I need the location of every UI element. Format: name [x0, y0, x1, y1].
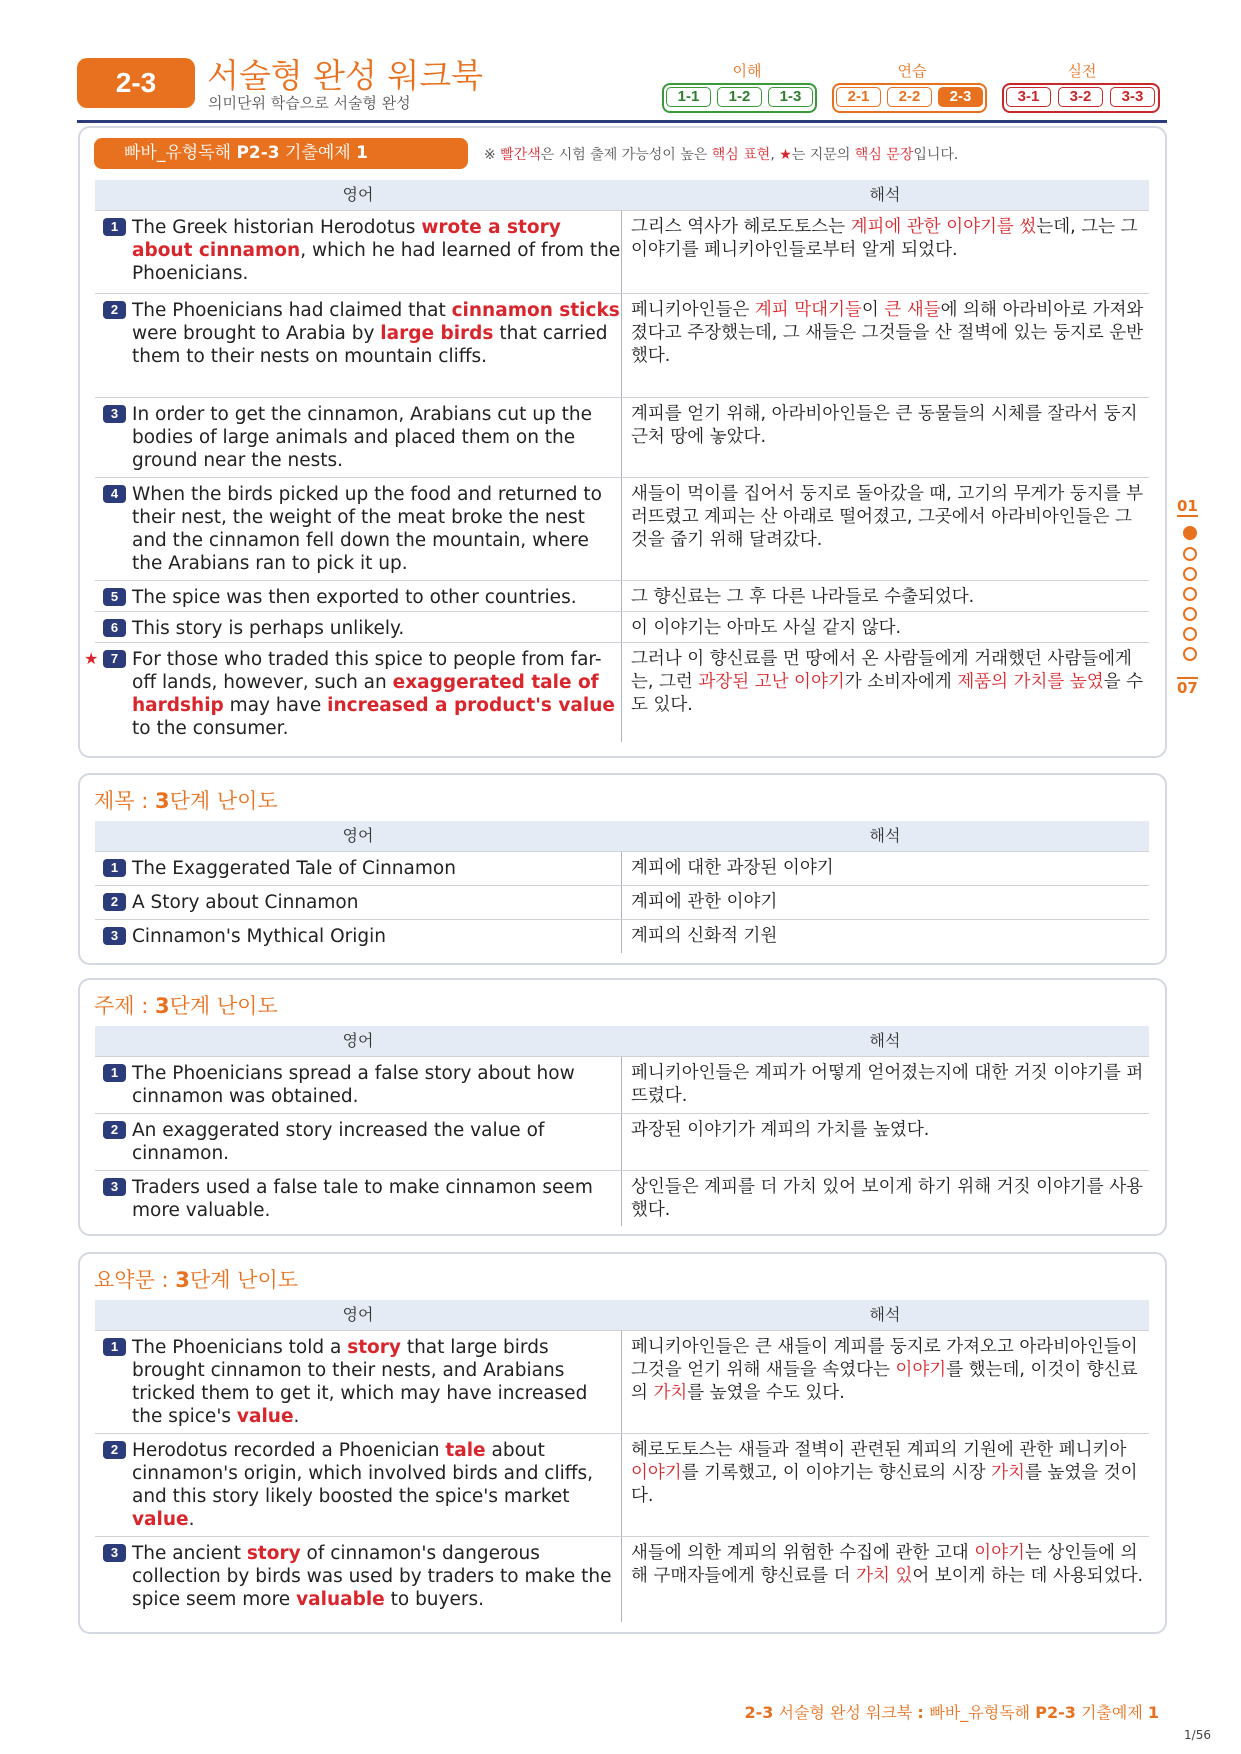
option-number: 1	[103, 1338, 126, 1356]
level-label-practice: 연습	[897, 62, 927, 80]
sentence-english: When the birds picked up the food and returned to their nest, the weight of the meat broke the nest and the cinnamon fell down the mountain, where the Arabians ran to pick it up.	[132, 484, 602, 574]
sentence-number: 3	[103, 405, 126, 423]
page-subtitle: 의미단위 학습으로 서술형 완성	[208, 94, 411, 112]
sentence-row-3	[95, 397, 1149, 477]
sentence-row-6	[95, 611, 1149, 642]
option-english: An exaggerated story increased the value of cinnamon.	[132, 1120, 545, 1164]
option-english: Herodotus recorded a Phoenician tale about cinnamon's origin, which involved birds and cliffs, and this story likely boosted the spice's market value.	[132, 1440, 594, 1530]
sentence-number: 5	[103, 588, 126, 606]
level-tab-2-3-active[interactable]: 2-3	[937, 86, 988, 112]
col-english: 영어	[342, 826, 374, 845]
side-index-dot-active[interactable]	[1183, 526, 1197, 540]
option-translation: 상인들은 계피를 더 가치 있어 보이게 하기 위해 거짓 이야기를 사용했다.	[631, 1177, 1144, 1220]
option-translation: 새들에 의한 계피의 위험한 수집에 관한 고대 이야기는 상인들에 의해 구매자들에게 향신료를 더 가치 있어 보이게 하는 데 사용되었다.	[631, 1543, 1144, 1586]
summary-panel	[78, 1252, 1167, 1634]
sentence-row-2	[95, 293, 1149, 397]
key-sentence-star-icon: ★	[84, 649, 99, 668]
option-english: Traders used a false tale to make cinnamon seem more valuable.	[132, 1177, 593, 1221]
side-index-end: 07	[1177, 679, 1198, 697]
sentence-number: 1	[103, 218, 126, 236]
option-number: 2	[103, 1441, 126, 1459]
passage-tag: 빠바_유형독해 P2-3 기출예제 1	[94, 138, 468, 169]
option-translation: 계피의 신화적 기원	[631, 926, 778, 946]
sentence-translation: 이 이야기는 아마도 사실 같지 않다.	[631, 618, 902, 638]
summary-table-header	[95, 1300, 1149, 1330]
side-index-dot[interactable]	[1183, 587, 1197, 601]
level-tab-1-1[interactable]: 1-1	[665, 86, 716, 112]
sentence-number: 6	[103, 619, 126, 637]
lesson-badge: 2-3	[77, 58, 195, 108]
col-translation: 해석	[869, 1305, 901, 1324]
option-english: The Exaggerated Tale of Cinnamon	[132, 858, 456, 879]
sentence-translation: 그리스 역사가 헤로도토스는 계피에 관한 이야기를 썼는데, 그는 그 이야기를 페니키아인들로부터 알게 되었다.	[631, 217, 1138, 260]
theme-option-3	[95, 1170, 1149, 1226]
level-label-real: 실전	[1067, 62, 1097, 80]
level-tab-2-2[interactable]: 2-2	[886, 86, 937, 112]
title-option-2	[95, 885, 1149, 919]
title-option-1	[95, 851, 1149, 885]
sentence-row-7-key	[84, 642, 1149, 742]
passage-panel	[78, 126, 1167, 758]
sentence-translation: 페니키아인들은 계피 막대기들이 큰 새들에 의해 아라비아로 가져와졌다고 주장했는데, 그 새들은 그것들을 산 절벽에 있는 둥지로 운반했다.	[631, 300, 1144, 366]
level-tab-3-2[interactable]: 3-2	[1057, 86, 1108, 112]
sentence-row-4	[95, 477, 1149, 580]
footer-caption: 2-3 서술형 완성 워크북 : 빠바_유형독해 P2-3 기출예제 1	[744, 1703, 1159, 1722]
sentence-english: In order to get the cinnamon, Arabians cut up the bodies of large animals and placed them on the ground near the nests.	[132, 404, 592, 471]
page-title: 서술형 완성 워크북	[207, 56, 484, 95]
col-translation: 해석	[869, 1031, 901, 1050]
option-english: A Story about Cinnamon	[132, 892, 359, 913]
sentence-number: 2	[103, 301, 126, 319]
sentence-row-1	[95, 210, 1149, 293]
option-number: 3	[103, 1178, 126, 1196]
option-translation: 계피에 관한 이야기	[631, 892, 778, 912]
option-number: 2	[103, 893, 126, 911]
col-english: 영어	[342, 185, 374, 204]
option-english: Cinnamon's Mythical Origin	[132, 926, 386, 947]
level-tab-1-3[interactable]: 1-3	[767, 86, 818, 112]
sentence-english: The Phoenicians had claimed that cinnamon sticks were brought to Arabia by large birds that carried them to their nests on mountain cliffs.	[132, 300, 620, 367]
level-tab-3-3[interactable]: 3-3	[1109, 86, 1160, 112]
col-english: 영어	[342, 1031, 374, 1050]
sentence-english: This story is perhaps unlikely.	[132, 618, 405, 639]
legend-note: ※ 빨간색은 시험 출제 가능성이 높은 핵심 표현, ★는 지문의 핵심 문장입니다.	[484, 147, 959, 163]
sentence-english: The spice was then exported to other countries.	[132, 587, 577, 608]
option-english: The ancient story of cinnamon's dangerous collection by birds was used by traders to make the spice seem more valuable to buyers.	[132, 1543, 612, 1610]
summary-option-1	[95, 1330, 1149, 1433]
option-translation: 페니키아인들은 큰 새들이 계피를 둥지로 가져오고 아라비아인들이 그것을 얻기 위해 새들을 속였다는 이야기를 했는데, 이것이 향신료의 가치를 높였을 수도 있다.	[631, 1337, 1138, 1403]
sentence-number: 7	[103, 650, 126, 668]
title-section-heading: 제목 : 3단계 난이도	[94, 789, 278, 813]
option-number: 3	[103, 1544, 126, 1562]
theme-table-header	[95, 1026, 1149, 1056]
side-index-dot[interactable]	[1183, 607, 1197, 621]
option-translation: 과장된 이야기가 계피의 가치를 높였다.	[631, 1120, 930, 1140]
sentence-english: For those who traded this spice to people from far-off lands, however, such an exaggerated tale of hardship may have increased a product's value to the consumer.	[132, 649, 615, 739]
title-table-header	[95, 821, 1149, 851]
theme-option-2	[95, 1113, 1149, 1170]
passage-table-header	[95, 180, 1149, 210]
col-translation: 해석	[869, 826, 901, 845]
sentence-translation: 그 향신료는 그 후 다른 나라들로 수출되었다.	[631, 587, 975, 607]
theme-option-1	[95, 1056, 1149, 1113]
side-index-start: 01	[1177, 497, 1198, 515]
option-number: 1	[103, 1064, 126, 1082]
sentence-translation: 그러나 이 향신료를 먼 땅에서 온 사람들에게 거래했던 사람들에게는, 그런 과장된 고난 이야기가 소비자에게 제품의 가치를 높였을 수도 있다.	[631, 649, 1144, 715]
side-index-dot[interactable]	[1183, 567, 1197, 581]
sentence-row-5	[95, 580, 1149, 611]
sentence-number: 4	[103, 485, 126, 503]
header-divider	[77, 120, 1167, 123]
col-translation: 해석	[869, 185, 901, 204]
option-translation: 헤로도토스는 새들과 절벽이 관련된 계피의 기원에 관한 페니키아 이야기를 기록했고, 이 이야기는 향신료의 시장 가치를 높였을 것이다.	[631, 1440, 1138, 1506]
sentence-english: The Greek historian Herodotus wrote a story about cinnamon, which he had learned of from the Phoenicians.	[132, 217, 621, 284]
option-number: 3	[103, 927, 126, 945]
level-tab-3-1[interactable]: 3-1	[1005, 86, 1056, 112]
title-panel	[78, 773, 1167, 965]
side-index-dot[interactable]	[1183, 647, 1197, 661]
side-index-dot[interactable]	[1183, 547, 1197, 561]
page-number: 1/56	[1184, 1728, 1211, 1742]
side-index-dot[interactable]	[1183, 627, 1197, 641]
theme-section-heading: 주제 : 3단계 난이도	[94, 994, 278, 1018]
option-english: The Phoenicians spread a false story about how cinnamon was obtained.	[132, 1063, 575, 1107]
summary-section-heading: 요약문 : 3단계 난이도	[94, 1268, 299, 1292]
sentence-translation: 새들이 먹이를 집어서 둥지로 돌아갔을 때, 고기의 무게가 둥지를 부러뜨렸고 계피는 산 아래로 떨어졌고, 그곳에서 아라비아인들은 그것을 줍기 위해 달려갔다.	[631, 484, 1144, 550]
sentence-translation: 계피를 얻기 위해, 아라비아인들은 큰 동물들의 시체를 잘라서 둥지 근처 땅에 놓았다.	[631, 404, 1138, 447]
level-tab-2-1[interactable]: 2-1	[835, 86, 886, 112]
summary-option-3	[95, 1536, 1149, 1622]
option-number: 2	[103, 1121, 126, 1139]
level-tab-1-2[interactable]: 1-2	[716, 86, 767, 112]
col-english: 영어	[342, 1305, 374, 1324]
theme-panel	[78, 978, 1167, 1236]
option-translation: 계피에 대한 과장된 이야기	[631, 858, 834, 878]
level-label-understand: 이해	[732, 62, 762, 80]
title-option-3	[95, 919, 1149, 953]
option-translation: 페니키아인들은 계피가 어떻게 얻어졌는지에 대한 거짓 이야기를 퍼뜨렸다.	[631, 1063, 1144, 1106]
option-english: The Phoenicians told a story that large birds brought cinnamon to their nests, and Arabians tricked them to get it, which may have increased the spice's value.	[132, 1337, 588, 1427]
summary-option-2	[95, 1433, 1149, 1536]
option-number: 1	[103, 859, 126, 877]
